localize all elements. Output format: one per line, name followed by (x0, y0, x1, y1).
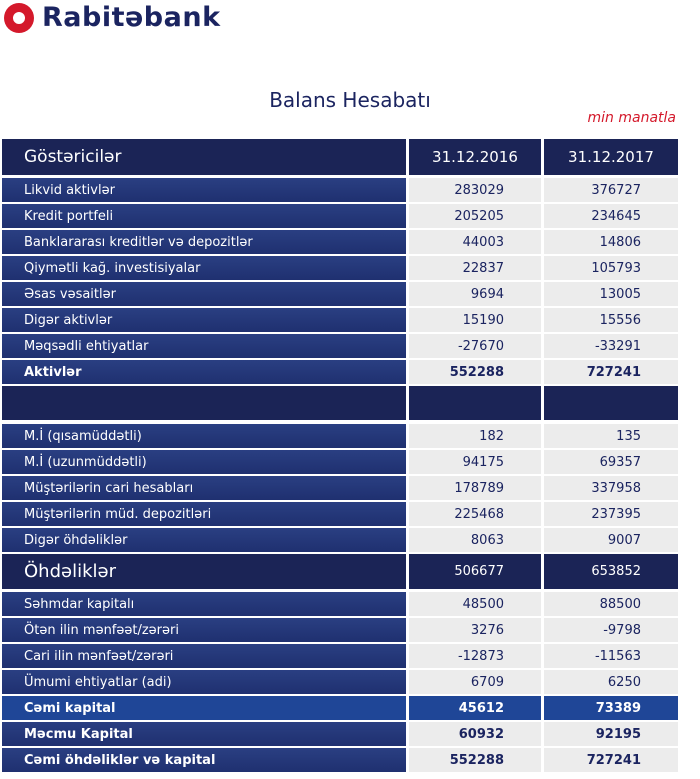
value-2017: 9007 (544, 528, 678, 552)
value-2016: 283029 (409, 178, 541, 202)
value-2017: 14806 (544, 230, 678, 254)
row-label: Kredit portfeli (2, 204, 406, 228)
value-2017: 13005 (544, 282, 678, 306)
table-row (2, 386, 678, 420)
table-row (2, 282, 678, 306)
value-2016: 45612 (409, 696, 541, 720)
table-row (2, 618, 678, 642)
row-label: Öhdəliklər (2, 554, 406, 589)
value-2017: 376727 (544, 178, 678, 202)
table-row (2, 424, 678, 448)
value-2016: 506677 (409, 554, 541, 589)
row-label: Likvid aktivlər (2, 178, 406, 202)
table-row (2, 696, 678, 720)
value-2016: 3276 (409, 618, 541, 642)
table-row (2, 450, 678, 474)
value-2016: 9694 (409, 282, 541, 306)
table-row (2, 748, 678, 772)
bank-emblem-icon (4, 3, 34, 33)
row-label: M.İ (uzunmüddətli) (2, 450, 406, 474)
row-label: Ümumi ehtiyatlar (adi) (2, 670, 406, 694)
row-label: Cəmi öhdəliklər və kapital (2, 748, 406, 772)
value-2016: 205205 (409, 204, 541, 228)
value-2017: 73389 (544, 696, 678, 720)
row-label: Məcmu Kapital (2, 722, 406, 746)
table-row (2, 204, 678, 228)
value-2016: 44003 (409, 230, 541, 254)
value-2017: -33291 (544, 334, 678, 358)
value-2016: 225468 (409, 502, 541, 526)
value-2017: 92195 (544, 722, 678, 746)
value-2017 (544, 386, 678, 420)
row-label: Səhmdar kapitalı (2, 592, 406, 616)
row-label: Banklararası kreditlər və depozitlər (2, 230, 406, 254)
table-row (2, 230, 678, 254)
table-row (2, 528, 678, 552)
value-2016: 178789 (409, 476, 541, 500)
value-2016: 60932 (409, 722, 541, 746)
value-2017: 727241 (544, 360, 678, 384)
table-row (2, 722, 678, 746)
row-label: Cəmi kapital (2, 696, 406, 720)
header-indicators: Göstəricilər (2, 139, 406, 175)
value-2016: 552288 (409, 360, 541, 384)
value-2017: 727241 (544, 748, 678, 772)
value-2017: 653852 (544, 554, 678, 589)
value-2017: 69357 (544, 450, 678, 474)
value-2016: 22837 (409, 256, 541, 280)
value-2017: 337958 (544, 476, 678, 500)
value-2017: 135 (544, 424, 678, 448)
table-row (2, 360, 678, 384)
brand-name: Rabitəbank (42, 2, 221, 33)
table-row (2, 334, 678, 358)
row-label: Digər aktivlər (2, 308, 406, 332)
row-label: Digər öhdəliklər (2, 528, 406, 552)
value-2017: 15556 (544, 308, 678, 332)
row-label: Məqsədli ehtiyatlar (2, 334, 406, 358)
table-row (2, 592, 678, 616)
unit-label: min manatla (587, 110, 676, 126)
value-2016: 8063 (409, 528, 541, 552)
table-row (2, 256, 678, 280)
value-2017: -11563 (544, 644, 678, 668)
table-row (2, 670, 678, 694)
row-label: Müştərilərin müd. depozitləri (2, 502, 406, 526)
page-title: Balans Hesabatı (269, 88, 431, 112)
value-2016: 15190 (409, 308, 541, 332)
table-row (2, 502, 678, 526)
header-2017: 31.12.2017 (544, 139, 678, 175)
row-label: Qiymətli kağ. investisiyalar (2, 256, 406, 280)
value-2016: -27670 (409, 334, 541, 358)
rabitabank-logo (4, 2, 221, 33)
row-label (2, 386, 406, 420)
value-2016 (409, 386, 541, 420)
value-2016: -12873 (409, 644, 541, 668)
table-row (2, 308, 678, 332)
table-row (2, 554, 678, 589)
value-2016: 94175 (409, 450, 541, 474)
value-2016: 48500 (409, 592, 541, 616)
value-2017: 105793 (544, 256, 678, 280)
table-header (2, 139, 678, 175)
value-2017: 237395 (544, 502, 678, 526)
row-label: Müştərilərin cari hesabları (2, 476, 406, 500)
row-label: Ötən ilin mənfəət/zərəri (2, 618, 406, 642)
value-2016: 6709 (409, 670, 541, 694)
table-row (2, 476, 678, 500)
value-2017: -9798 (544, 618, 678, 642)
value-2016: 552288 (409, 748, 541, 772)
header-2016: 31.12.2016 (409, 139, 541, 175)
row-label: Əsas vəsaitlər (2, 282, 406, 306)
table-row (2, 644, 678, 668)
row-label: Cari ilin mənfəət/zərəri (2, 644, 406, 668)
value-2017: 6250 (544, 670, 678, 694)
row-label: Aktivlər (2, 360, 406, 384)
value-2017: 88500 (544, 592, 678, 616)
value-2016: 182 (409, 424, 541, 448)
row-label: M.İ (qısamüddətli) (2, 424, 406, 448)
value-2017: 234645 (544, 204, 678, 228)
balance-table (2, 139, 678, 774)
table-row (2, 178, 678, 202)
